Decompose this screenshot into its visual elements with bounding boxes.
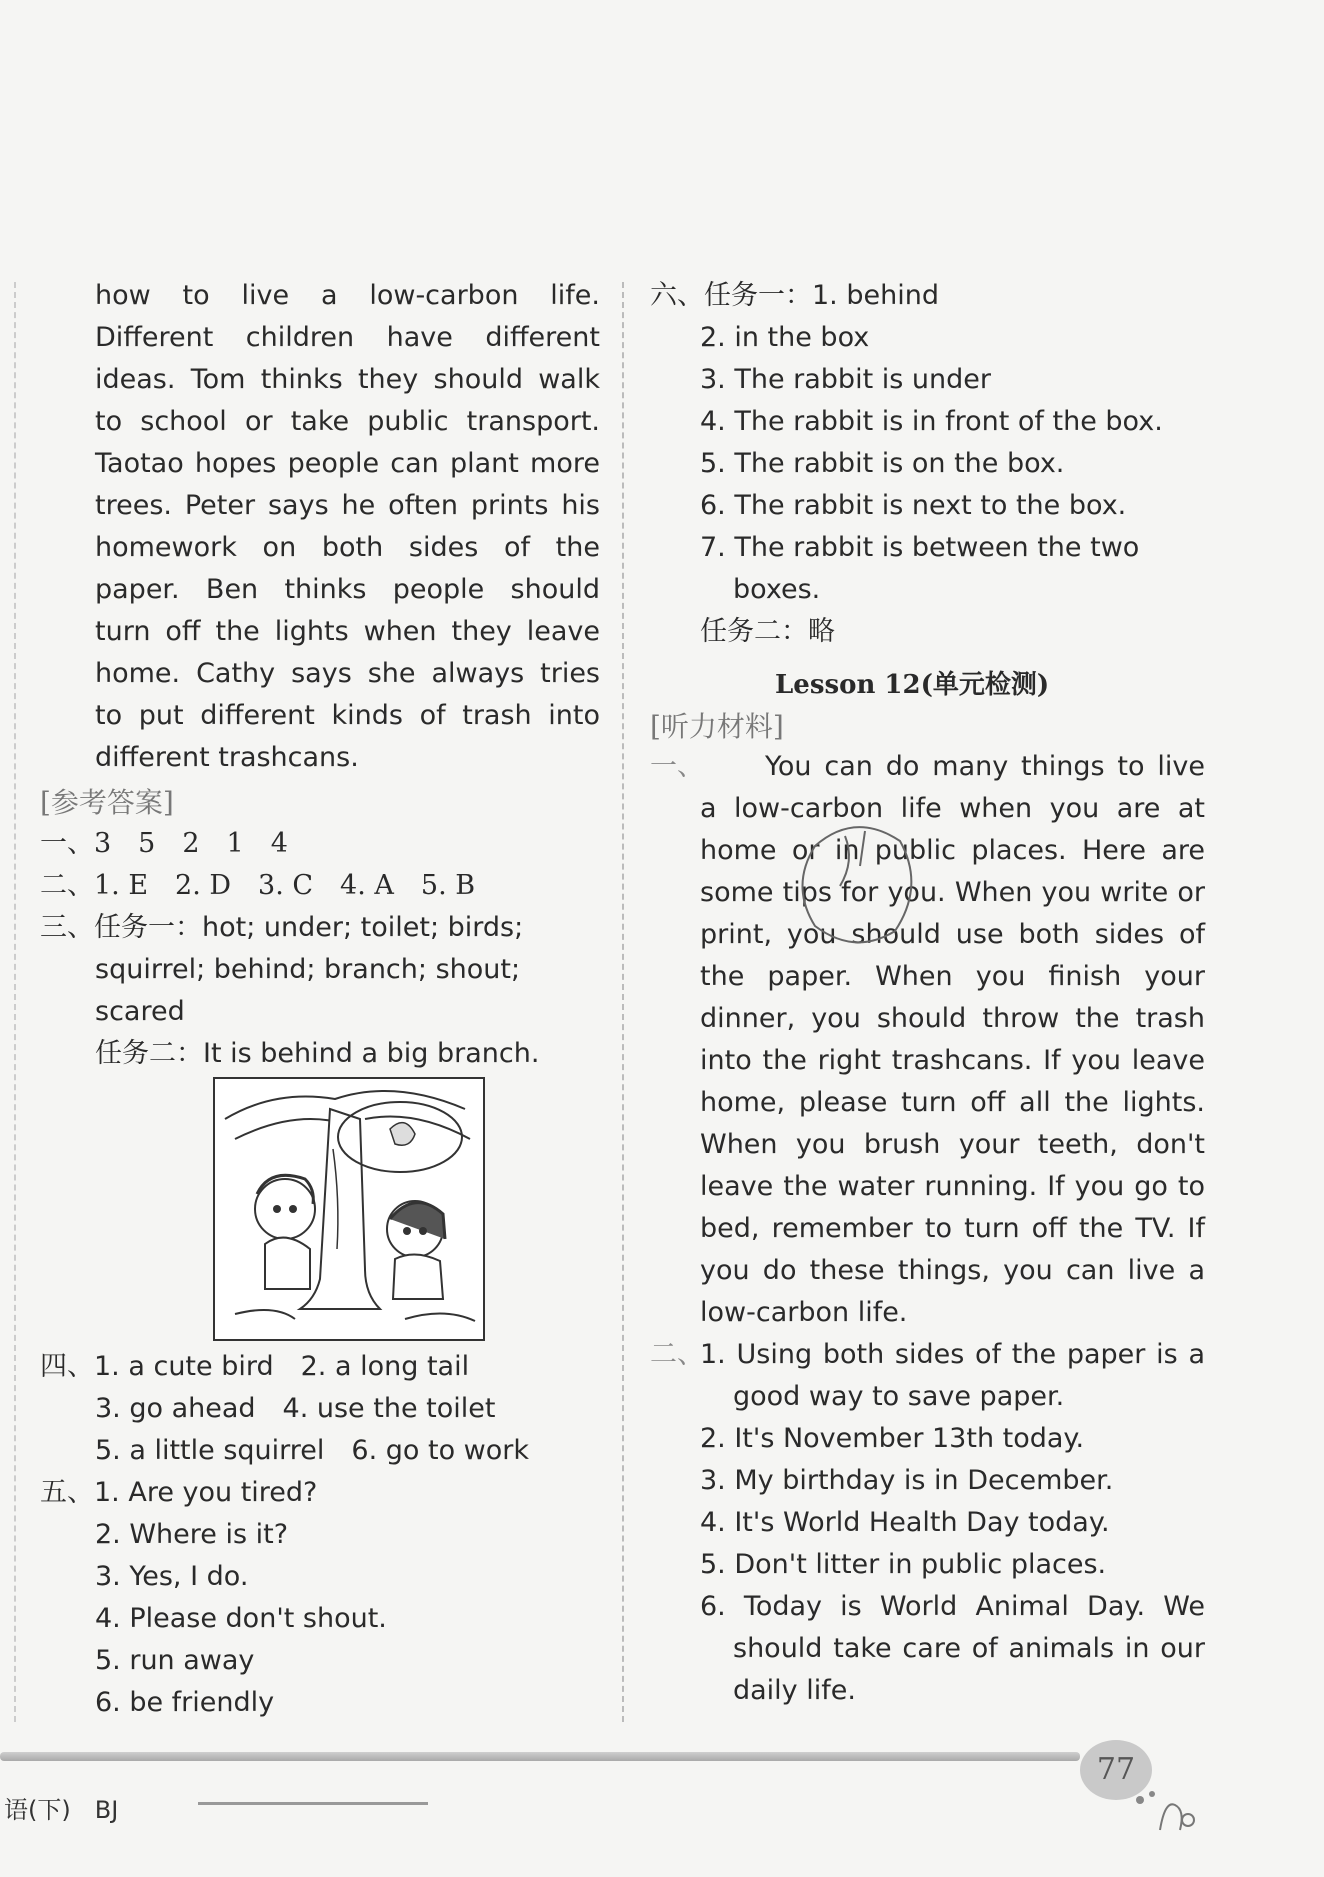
answer-q1: 一、3 5 2 1 4 bbox=[40, 828, 288, 859]
answer-q3-task1: 三、任务一：hot; under; toilet; birds; bbox=[40, 912, 524, 943]
answer-q5: 五、1. Are you tired? bbox=[40, 1477, 318, 1508]
listening-line: You can do many things to live bbox=[765, 751, 1205, 782]
intro-line: different trashcans. bbox=[95, 742, 359, 773]
answer-q5: 5. run away bbox=[95, 1645, 255, 1676]
answer-q5: 3. Yes, I do. bbox=[95, 1561, 249, 1592]
footer-label: 语(下) BJ bbox=[4, 1796, 119, 1824]
listening-heading: [听力材料] bbox=[650, 710, 784, 743]
answer-q6: 3. The rabbit is under bbox=[700, 364, 991, 395]
page-number-badge: 77 bbox=[1080, 1740, 1152, 1800]
answer-q6: 4. The rabbit is in front of the box. bbox=[700, 406, 1163, 437]
answer-q6-task2: 任务二：略 bbox=[700, 616, 835, 647]
listening-line: a low-carbon life when you are at bbox=[700, 793, 1205, 824]
listening-line: you do these things, you can live a bbox=[700, 1255, 1205, 1286]
answer-q4: 5. a little squirrel 6. go to work bbox=[95, 1435, 530, 1466]
answer-q6: 6. The rabbit is next to the box. bbox=[700, 490, 1127, 521]
lesson-title: Lesson 12(单元检测) bbox=[775, 670, 1050, 700]
answer-q3-task1-cont: scared bbox=[95, 996, 185, 1027]
answer-q3-task2: 任务二：It is behind a big branch. bbox=[95, 1038, 540, 1069]
listening-line: 4. It's World Health Day today. bbox=[700, 1507, 1110, 1538]
answer-q4: 四、1. a cute bird 2. a long tail bbox=[40, 1351, 470, 1382]
intro-line: home. Cathy says she always tries bbox=[95, 658, 600, 689]
intro-line: ideas. Tom thinks they should walk bbox=[95, 364, 600, 395]
mascot-icon bbox=[1130, 1780, 1200, 1840]
answer-q2: 二、1. E 2. D 3. C 4. A 5. B bbox=[40, 870, 476, 901]
listening-line: When you brush your teeth, don't bbox=[700, 1129, 1205, 1160]
intro-line: turn off the lights when they leave bbox=[95, 616, 600, 647]
listening-line: good way to save paper. bbox=[733, 1381, 1065, 1412]
answer-q5: 2. Where is it? bbox=[95, 1519, 289, 1550]
answer-q5: 4. Please don't shout. bbox=[95, 1603, 387, 1634]
listening-line: 6. Today is World Animal Day. We bbox=[700, 1591, 1205, 1622]
answer-q6: 7. The rabbit is between the two bbox=[700, 532, 1140, 563]
intro-line: homework on both sides of the bbox=[95, 532, 600, 563]
listening-line: 2. It's November 13th today. bbox=[700, 1423, 1085, 1454]
column-divider bbox=[622, 282, 624, 1722]
footer-rule bbox=[198, 1802, 428, 1805]
listening-line: print, you should use both sides of bbox=[700, 919, 1205, 950]
listening-line: 1. Using both sides of the paper is a bbox=[700, 1339, 1205, 1370]
answer-q4: 3. go ahead 4. use the toilet bbox=[95, 1393, 496, 1424]
listening-line: bed, remember to turn off the TV. If bbox=[700, 1213, 1205, 1244]
intro-line: to school or take public transport. bbox=[95, 406, 600, 437]
intro-line: trees. Peter says he often prints his bbox=[95, 490, 600, 521]
answer-q5: 6. be friendly bbox=[95, 1687, 275, 1718]
intro-line: to put different kinds of trash into bbox=[95, 700, 600, 731]
listening2-marker: 二、 bbox=[650, 1339, 704, 1370]
listening-line: should take care of animals in our bbox=[733, 1633, 1205, 1664]
intro-line: how to live a low-carbon life. bbox=[95, 280, 600, 311]
listening-line: home or in public places. Here are bbox=[700, 835, 1205, 866]
intro-line: paper. Ben thinks people should bbox=[95, 574, 600, 605]
listening-line: home, please turn off all the lights. bbox=[700, 1087, 1205, 1118]
answer-q6: 2. in the box bbox=[700, 322, 870, 353]
intro-line: Different children have different bbox=[95, 322, 600, 353]
listening-line: daily life. bbox=[733, 1675, 856, 1706]
footer-band bbox=[0, 1752, 1080, 1761]
listening-line: dinner, you should throw the trash bbox=[700, 1003, 1205, 1034]
tree-illustration bbox=[213, 1077, 485, 1341]
listening-line: 5. Don't litter in public places. bbox=[700, 1549, 1107, 1580]
listening-line: low-carbon life. bbox=[700, 1297, 908, 1328]
listening-line: 3. My birthday is in December. bbox=[700, 1465, 1114, 1496]
left-margin-rule bbox=[14, 282, 16, 1722]
listening-line: some tips for you. When you write or bbox=[700, 877, 1205, 908]
listening-line: the paper. When you finish your bbox=[700, 961, 1205, 992]
answer-q6: 5. The rabbit is on the box. bbox=[700, 448, 1065, 479]
stamp-scribble bbox=[785, 806, 925, 956]
listening-line: leave the water running. If you go to bbox=[700, 1171, 1205, 1202]
answer-q6: boxes. bbox=[733, 574, 821, 605]
listening-line: into the right trashcans. If you leave bbox=[700, 1045, 1205, 1076]
intro-line: Taotao hopes people can plant more bbox=[95, 448, 600, 479]
answer-q3-task1-cont: squirrel; behind; branch; shout; bbox=[95, 954, 521, 985]
listening1-marker: 一、 bbox=[650, 751, 704, 782]
answers-heading: [参考答案] bbox=[40, 786, 174, 819]
answer-q6: 六、任务一：1. behind bbox=[650, 280, 939, 311]
